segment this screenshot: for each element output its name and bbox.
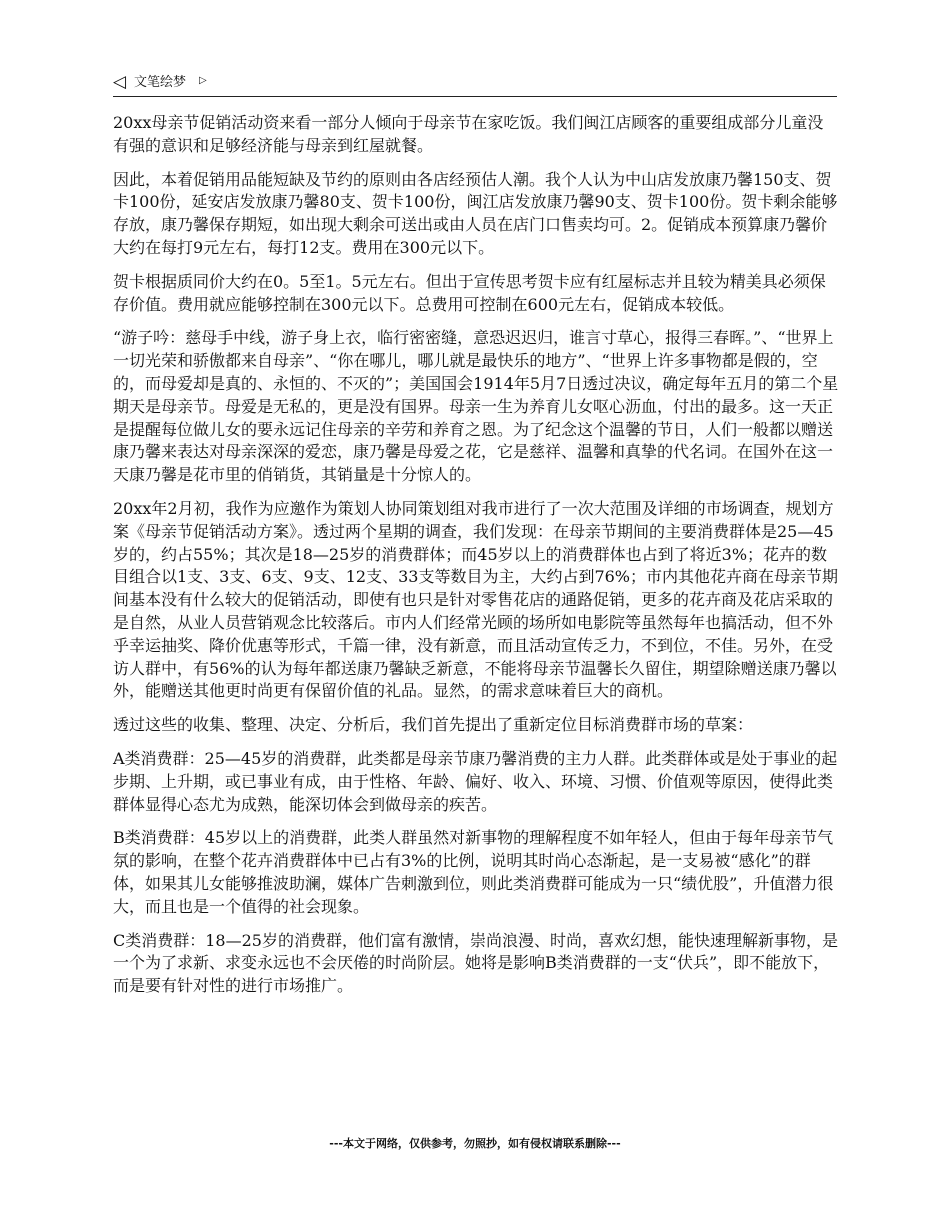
- right-arrow-icon: ▷: [199, 75, 207, 86]
- brand-title: 文笔绘梦: [134, 75, 187, 90]
- document-body: [113, 112, 839, 1009]
- paragraph: 贺卡根据质同价大约在0。5至1。5元左右。但出于宣传思考贺卡应有红屋标志并且较为精美具必须保存价值。费用就应能够控制在300元以下。总费用可控制在600元左右，促销成本较低。: [113, 271, 826, 314]
- paragraph: A类消费群：25—45岁的消费群，此类都是母亲节康乃馨消费的主力人群。此类群体或是处于事业的起步期、上升期，或已事业有成，由于性格、年龄、偏好、收入、环境、习惯、价值观等原因，使得此类群体显得心态尤为成熟，能深切体会到做母亲的疾苦。: [113, 748, 838, 814]
- paragraph: 因此，本着促销用品能短缺及节约的原则由各店经预估人潮。我个人认为中山店发放康乃馨150支、贺卡100份，延安店发放康乃馨80支、贺卡100份，闽江店发放康乃馨90支、贺卡100份。贺卡剩余能够存放，康乃馨保存期短，如出现大剩余可送出或由人员在店门口售卖均可。2。促销成本预算康乃馨价大约在每打9元左右，每打12支。费用在300元以下。: [113, 169, 838, 257]
- page-header: [113, 72, 837, 94]
- header-divider: [113, 96, 837, 97]
- paragraph: 20xx母亲节促销活动资来看一部分人倾向于母亲节在家吃饭。我们闽江店顾客的重要组成部分儿童没有强的意识和足够经济能与母亲到红屋就餐。: [113, 113, 824, 155]
- footer-disclaimer: ---本文于网络，仅供参考，勿照抄，如有侵权请联系删除---: [329, 1137, 621, 1150]
- paragraph: C类消费群：18—25岁的消费群，他们富有激情，崇尚浪漫、时尚，喜欢幻想，能快速理解新事物，是一个为了求新、求变永远也不会厌倦的时尚阶层。她将是影响B类消费群的一支“伏兵”，即不能放下，而是要有针对性的进行市场推广。: [113, 930, 838, 996]
- paragraph: “游子吟：慈母手中线，游子身上衣，临行密密缝，意恐迟迟归，谁言寸草心，报得三春晖。”、“世界上一切光荣和骄傲都来自母亲”、“你在哪儿，哪儿就是最快乐的地方”、“世界上许多事物都是假的，空的，而母爱却是真的、永恒的、不灭的”；美国国会1914年5月7日透过决议，确定每年五月的第二个星期天是母亲节。母爱是无私的，更是没有国界。母亲一生为养育儿女呕心沥血，付出的最多。这一天正是提醒每位做儿女的要永远记住母亲的辛劳和养育之恩。为了纪念这个温馨的节日，人们一般都以赠送康乃馨来表达对母亲深深的爱恋，康乃馨是母爱之花，它是慈祥、温馨和真挚的代名词。在国外在这一天康乃馨是花市里的俏销货，其销量是十分惊人的。: [113, 328, 839, 485]
- paragraph: 透过这些的收集、整理、决定、分析后，我们首先提出了重新定位目标消费群市场的草案：: [113, 715, 754, 735]
- paragraph: 20xx年2月初，我作为应邀作为策划人协同策划组对我市进行了一次大范围及详细的市场调查，规划方案《母亲节促销活动方案》。透过两个星期的调查，我们发现：在母亲节期间的主要消费群体是25—45岁的，约占55%；其次是18—25岁的消费群体；而45岁以上的消费群体也占到了将近3%；花卉的数目组合以1支、3支、6支、9支、12支、33支等数目为主，大约占到76%；市内其他花卉商在母亲节期间基本没有什么较大的促销活动，即使有也只是针对零售花店的通路促销，更多的花卉商及花店采取的是自然，从业人员营销观念比较落后。市内人们经常光顾的场所如电影院等虽然每年也搞活动，但不外乎幸运抽奖、降价优惠等形式，千篇一律，没有新意，而且活动宣传乏力，不到位，不佳。另外，在受访人群中，有56%的认为每年都送康乃馨缺乏新意，不能将母亲节温馨长久留住，期望除赠送康乃馨以外，能赠送其他更时尚更有保留价值的礼品。显然，的需求意味着巨大的商机。: [113, 498, 839, 701]
- left-arrow-icon: ◁: [113, 72, 127, 92]
- paragraph: B类消费群：45岁以上的消费群，此类人群虽然对新事物的理解程度不如年轻人，但由于每年母亲节气氛的影响，在整个花卉消费群体中已占有3%的比例，说明其时尚心态渐起，是一支易被“感化”的群体，如果其儿女能够推波助澜，媒体广告刺激到位，则此类消费群可能成为一只“绩优股”，升值潜力很大，而且也是一个值得的社会现象。: [113, 828, 834, 916]
